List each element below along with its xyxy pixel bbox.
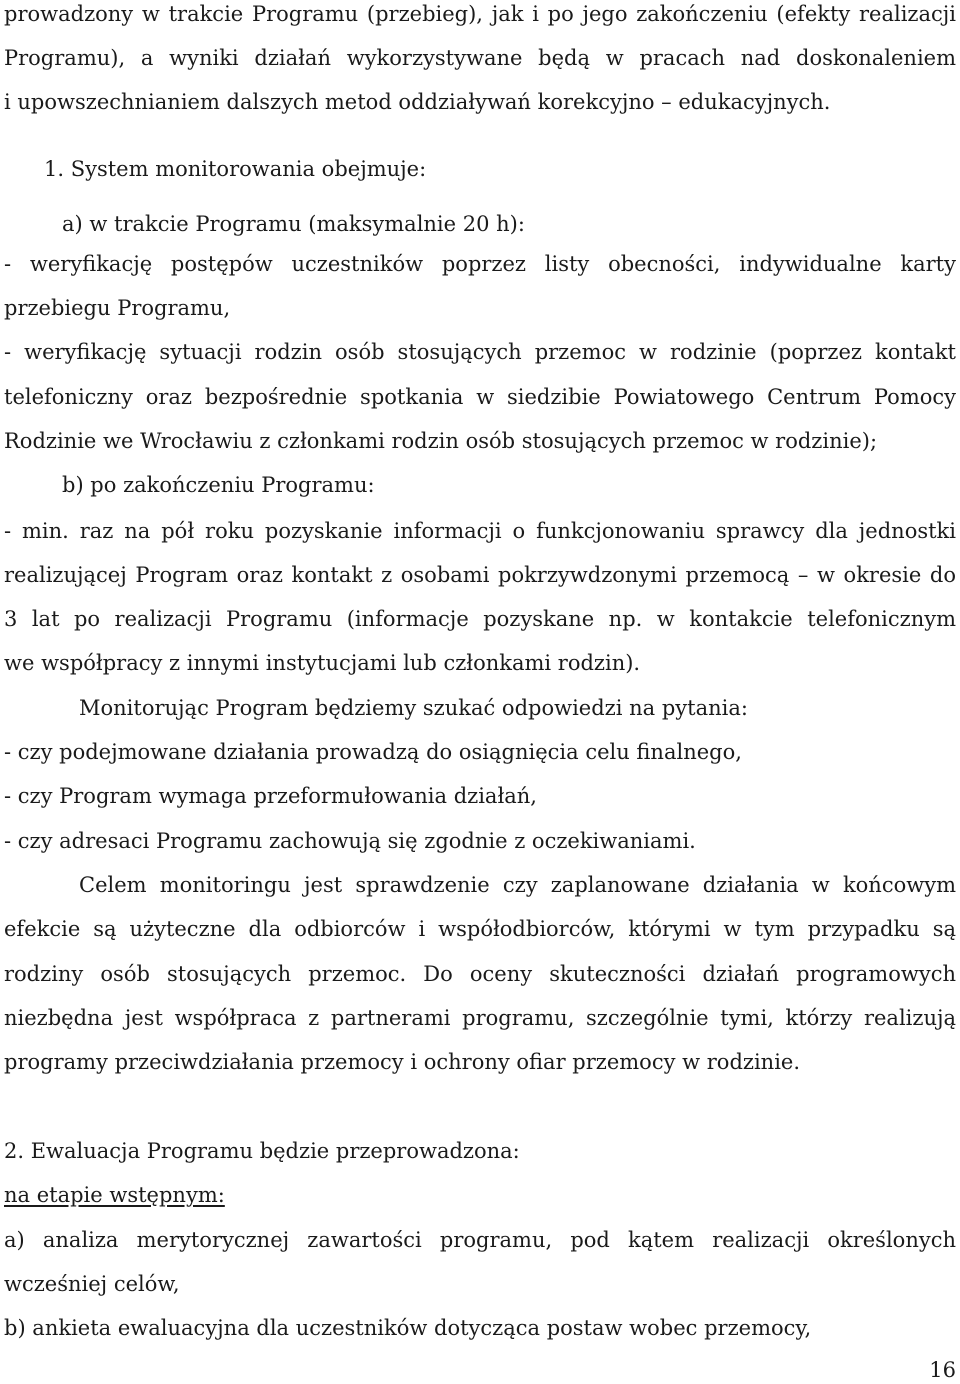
text-line: rodziny osób stosujących przemoc. Do oceny skuteczności działań programowych: [4, 962, 956, 986]
text-line: efekcie są użyteczne dla odbiorców i współodbiorców, którymi w tym przypadku są: [4, 917, 956, 941]
text-line: programy przeciwdziałania przemocy i ochrony ofiar przemocy w rodzinie.: [4, 1050, 801, 1074]
list-item: - czy podejmowane działania prowadzą do osiągnięcia celu finalnego,: [4, 740, 742, 764]
text-line: we współpracy z innymi instytucjami lub członkami rodzin).: [4, 651, 641, 675]
paragraph-start: Celem monitoringu jest sprawdzenie czy zaplanowane działania w końcowym: [79, 873, 956, 897]
text-line: realizującej Program oraz kontakt z osobami pokrzywdzonymi przemocą – w okresie do: [4, 563, 956, 587]
text-line: przebiegu Programu,: [4, 296, 231, 320]
subsection-heading: b) po zakończeniu Programu:: [62, 473, 375, 497]
text-line: 3 lat po realizacji Programu (informacje pozyskane np. w kontakcie telefonicznym: [4, 607, 956, 631]
text-line: i upowszechnianiem dalszych metod oddziaływań korekcyjno – edukacyjnych.: [4, 90, 831, 114]
stage-heading: na etapie wstępnym:: [4, 1183, 225, 1207]
text-line: Programu), a wyniki działań wykorzystywane będą w pracach nad doskonaleniem: [4, 46, 956, 70]
text-line: - weryfikację postępów uczestników poprzez listy obecności, indywidualne karty: [4, 252, 956, 276]
paragraph-start: Monitorując Program będziemy szukać odpowiedzi na pytania:: [79, 696, 748, 720]
list-item: - czy Program wymaga przeformułowania działań,: [4, 784, 537, 808]
page-number: 16: [929, 1358, 956, 1382]
section-heading-monitoring: 1. System monitorowania obejmuje:: [44, 157, 427, 181]
list-item: b) ankieta ewaluacyjna dla uczestników dotycząca postaw wobec przemocy,: [4, 1316, 812, 1340]
text-line: wcześniej celów,: [4, 1272, 180, 1296]
text-line: prowadzony w trakcie Programu (przebieg), jak i po jego zakończeniu (efekty realizacji: [4, 2, 956, 26]
text-line: - min. raz na pół roku pozyskanie informacji o funkcjonowaniu sprawcy dla jednostki: [4, 519, 956, 543]
section-heading-evaluation: 2. Ewaluacja Programu będzie przeprowadzona:: [4, 1139, 520, 1163]
text-line: - weryfikację sytuacji rodzin osób stosujących przemoc w rodzinie (poprzez kontakt: [4, 340, 956, 364]
text-line: telefoniczny oraz bezpośrednie spotkania w siedzibie Powiatowego Centrum Pomocy: [4, 385, 956, 409]
list-item: - czy adresaci Programu zachowują się zgodnie z oczekiwaniami.: [4, 829, 696, 853]
text-line: niezbędna jest współpraca z partnerami programu, szczególnie tymi, którzy realizują: [4, 1006, 956, 1030]
text-line: Rodzinie we Wrocławiu z członkami rodzin osób stosujących przemoc w rodzinie);: [4, 429, 878, 453]
subsection-heading: a) w trakcie Programu (maksymalnie 20 h):: [62, 212, 525, 236]
list-item: a) analiza merytorycznej zawartości programu, pod kątem realizacji określonych: [4, 1228, 956, 1252]
